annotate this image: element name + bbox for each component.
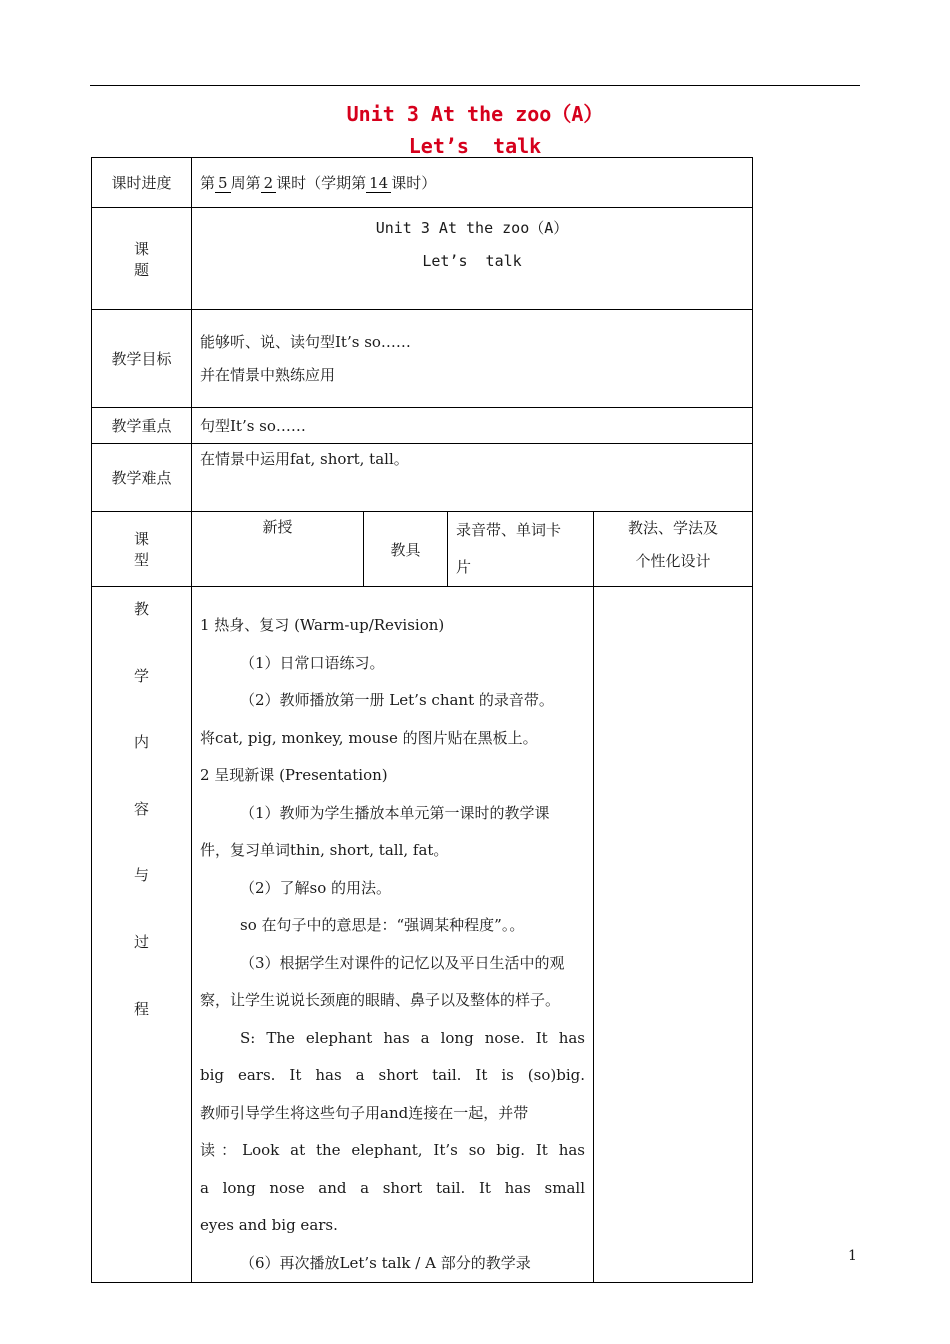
row-process	[92, 587, 753, 1283]
content-line: （2）教师播放第一册 Let’s chant 的录音带。	[240, 691, 554, 709]
week-number: 5	[215, 174, 231, 193]
process-label-char: 与	[133, 866, 149, 885]
content-line: （6）再次播放Let’s talk / A 部分的教学录	[240, 1253, 531, 1272]
process-content	[192, 587, 594, 1283]
aids-label: 教具	[364, 512, 448, 587]
type-value: 新授	[192, 512, 364, 587]
objectives-line: 并在情景中熟练应用	[200, 365, 336, 384]
process-label-char: 学	[133, 666, 149, 685]
process-label-char: 内	[133, 733, 149, 752]
content-line: so 在句子中的意思是：“强调某种程度”。。	[240, 916, 525, 934]
progress-label: 课时进度	[92, 158, 192, 208]
objectives-line: 能够听、说、读句型It’s so……	[200, 332, 411, 351]
row-difficulties	[92, 444, 753, 512]
progress-text: 课时）	[391, 174, 437, 192]
content-line: 教师引导学生将这些句子用and连接在一起，并带	[200, 1103, 529, 1122]
lesson-number: 2	[261, 174, 277, 193]
row-objectives	[92, 310, 753, 408]
content-line: （3）根据学生对课件的记忆以及平日生活中的观	[240, 953, 565, 972]
key-points-label: 教学重点	[92, 408, 192, 444]
row-key-points	[92, 408, 753, 444]
progress-text: 周第	[230, 174, 261, 192]
type-label: 课型	[92, 512, 192, 587]
row-type	[92, 512, 753, 587]
progress-value	[192, 158, 753, 208]
process-label-char: 容	[133, 799, 149, 818]
content-line: a long nose and a short tail. It has small	[200, 1178, 585, 1197]
content-line: 读：Look at the elephant, It’s so big. It has	[200, 1141, 585, 1159]
content-line: （1）教师为学生播放本单元第一课时的教学课	[240, 803, 550, 822]
content-line: 1 热身、复习 (Warm-up/Revision)	[200, 616, 445, 634]
content-line: S: The elephant has a long nose. It has	[240, 1028, 585, 1047]
objectives-label: 教学目标	[92, 310, 192, 408]
aids-line: 片	[456, 558, 472, 576]
topic-line: Let’s talk	[422, 252, 522, 270]
content-line: 将cat, pig, monkey, mouse 的图片贴在黑板上。	[200, 728, 538, 747]
lesson-plan-table	[91, 157, 753, 1283]
document-title: Unit 3 At the zoo（A）	[346, 102, 604, 126]
aids-line: 录音带、单词卡	[456, 521, 562, 539]
process-label-char: 教	[133, 600, 149, 618]
personal-design-cell	[594, 587, 753, 1283]
content-line: 察，让学生说说长颈鹿的眼睛、鼻子以及整体的样子。	[200, 991, 561, 1009]
topic-value	[192, 208, 753, 310]
progress-text: 课时（学期第	[276, 174, 367, 192]
content-line: （2）了解so 的用法。	[240, 878, 392, 897]
difficulties-value: 在情景中运用fat, short, tall。	[192, 444, 753, 512]
row-progress	[92, 158, 753, 208]
method-line: 教法、学法及	[627, 519, 718, 537]
content-line: 件，复习单词thin, short, tall, fat。	[200, 841, 449, 859]
document-subtitle: Let’s talk	[408, 134, 542, 158]
topic-label: 课题	[92, 208, 192, 310]
content-line: big ears. It has a short tail. It is (so)big.	[200, 1066, 585, 1084]
process-label-char: 程	[133, 999, 149, 1018]
method-line: 个性化设计	[635, 552, 711, 570]
content-line: eyes and big ears.	[200, 1216, 338, 1234]
difficulties-label: 教学难点	[92, 444, 192, 512]
header-rule	[90, 85, 860, 86]
progress-text: 第	[200, 174, 216, 192]
content-line: （1）日常口语练习。	[240, 653, 385, 672]
row-topic	[92, 208, 753, 310]
content-line: 2 呈现新课 (Presentation)	[200, 766, 388, 784]
objectives-value	[192, 310, 753, 408]
page-number: 1	[848, 1248, 857, 1264]
method-header	[594, 512, 753, 587]
term-lesson-number: 14	[366, 174, 391, 193]
topic-line: Unit 3 At the zoo（A）	[375, 219, 569, 237]
process-label	[92, 587, 192, 1283]
aids-value	[448, 512, 594, 587]
key-points-value: 句型It’s so……	[192, 408, 753, 444]
process-label-char: 过	[133, 932, 149, 951]
